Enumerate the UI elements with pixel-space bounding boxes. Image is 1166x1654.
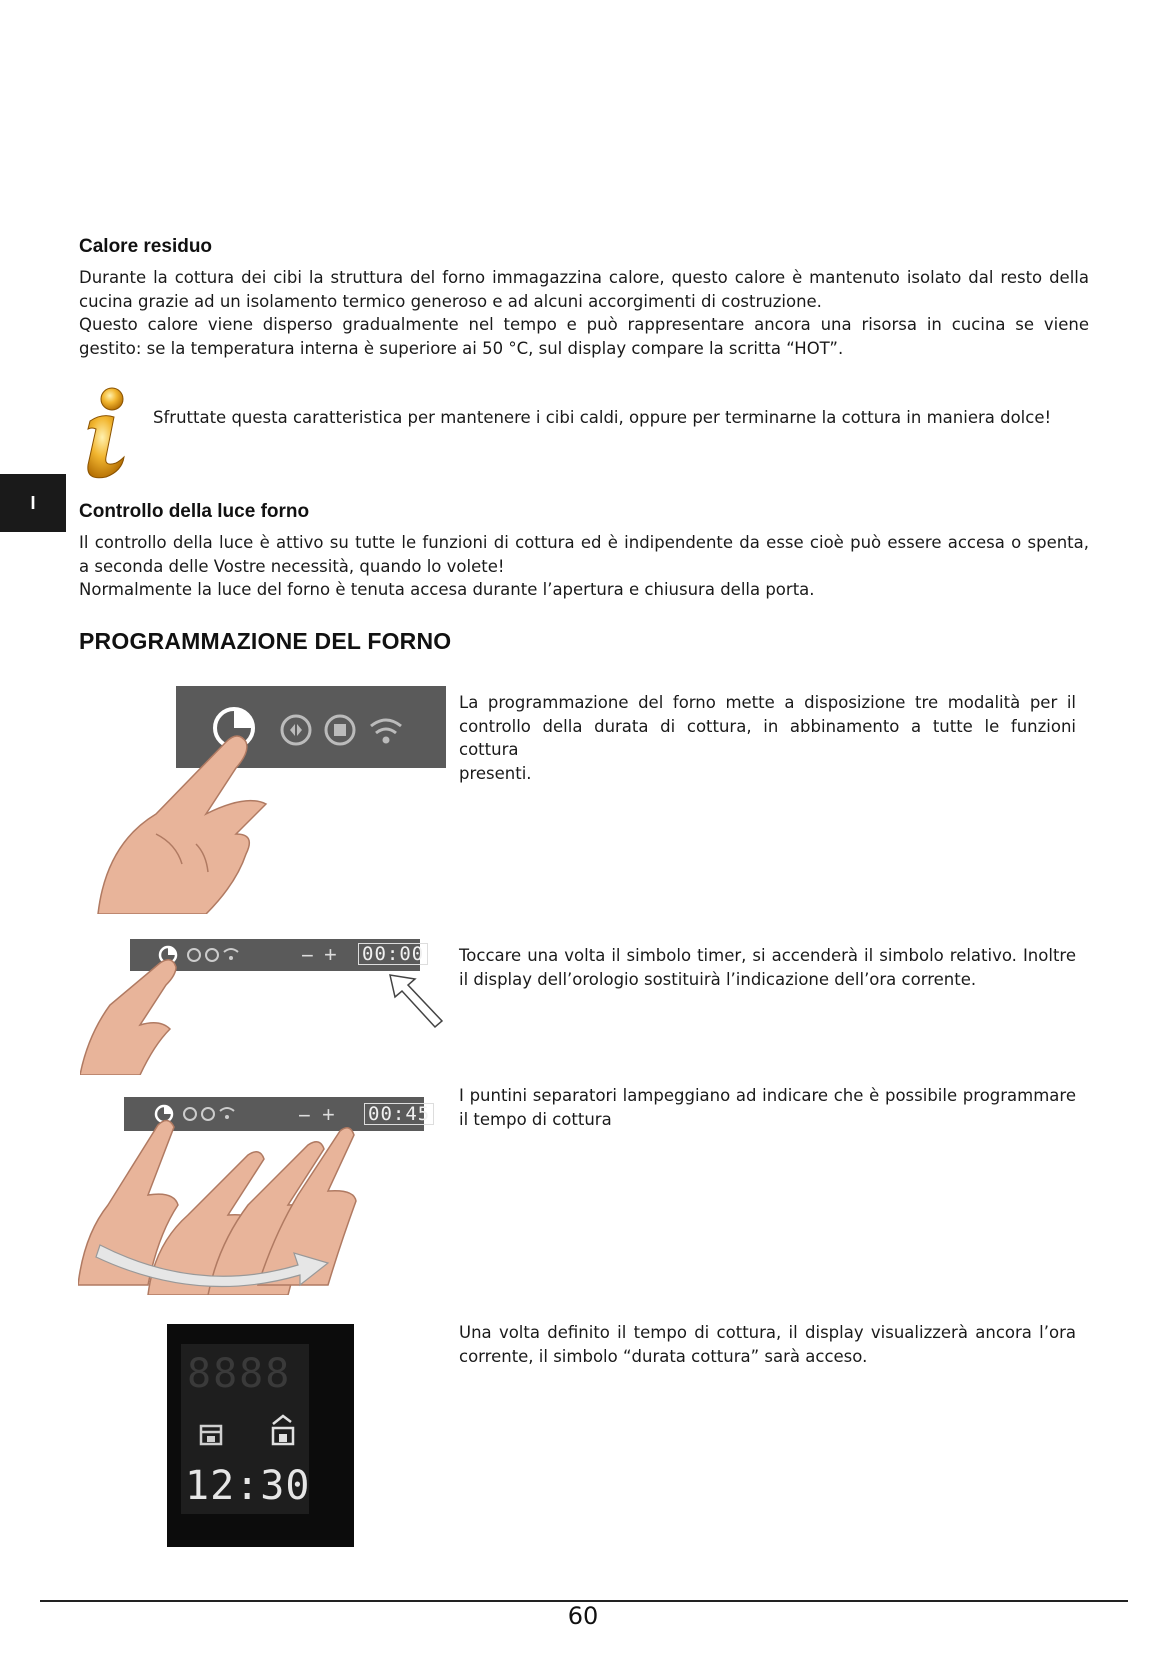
text-line: controllo della durata di cottura, in abbinamento a tutte le funzioni cottura	[459, 716, 1076, 759]
illustration-timer-panel	[96, 684, 448, 914]
lcd-bottom-digits: 12:30	[185, 1463, 311, 1509]
text-line: Normalmente la luce del forno è tenuta accesa durante l’apertura e chiusura della porta.	[79, 580, 815, 599]
section-title-controllo-luce: Controllo della luce forno	[79, 501, 310, 522]
plus-button: +	[324, 942, 337, 967]
minus-button: −	[298, 1103, 311, 1128]
text-line: La programmazione del forno mette a disposizione tre modalità per il	[459, 693, 1076, 712]
text-line: Questo calore viene disperso gradualmente nel tempo e può rappresentare ancora una risorsa in cucina se viene	[79, 315, 1089, 334]
illustration-display-panel-2	[78, 1095, 450, 1295]
display-readout: 00:00	[358, 943, 428, 965]
text-line: gestito: se la temperatura interna è superiore ai 50 °C, sul display compare la scritta “HOT”.	[79, 338, 844, 358]
paragraph-calore-residuo	[79, 266, 1089, 360]
illustration-lcd-display	[167, 1324, 354, 1547]
text-line: I puntini separatori lampeggiano ad indicare che è possibile programmare	[459, 1086, 1076, 1105]
page-number: 60	[567, 1602, 599, 1630]
info-icon	[76, 385, 136, 481]
paragraph-controllo-luce	[79, 531, 1089, 602]
text-line: presenti.	[459, 763, 532, 783]
minus-button: −	[301, 943, 314, 968]
plus-button: +	[322, 1102, 335, 1127]
info-tip-text: Sfruttate questa caratteristica per mantenere i cibi caldi, oppure per terminarne la cottura in maniera dolce!	[153, 408, 1052, 427]
text-line: Toccare una volta il simbolo timer, si accenderà il simbolo relativo. Inoltre	[459, 946, 1076, 965]
text-line: Durante la cottura dei cibi la struttura del forno immagazzina calore, questo calore è mantenuto isolato dal resto della	[79, 268, 1089, 287]
step-1-text	[459, 691, 1076, 785]
section-title-programmazione: PROGRAMMAZIONE DEL FORNO	[79, 628, 452, 654]
illustration-display-panel-1	[80, 935, 450, 1075]
language-tab	[0, 474, 66, 532]
section-title-calore-residuo: Calore residuo	[79, 236, 213, 257]
language-tab-label: I	[30, 492, 36, 513]
lcd-top-digits: 8888	[187, 1351, 292, 1397]
text-line: a seconda delle Vostre necessità, quando lo volete!	[79, 556, 505, 576]
text-line: il display dell’orologio sostituirà l’indicazione dell’ora corrente.	[459, 969, 977, 989]
text-line: cucina grazie ad un isolamento termico generoso e ad alcuni accorgimenti di costruzione.	[79, 291, 822, 311]
step-4-text	[459, 1321, 1076, 1368]
step-2-text	[459, 944, 1076, 991]
text-line: Una volta definito il tempo di cottura, il display visualizzerà ancora l’ora	[459, 1323, 1076, 1342]
step-3-text	[459, 1084, 1076, 1131]
text-line: corrente, il simbolo “durata cottura” sarà acceso.	[459, 1346, 868, 1366]
text-line: il tempo di cottura	[459, 1109, 612, 1129]
display-readout: 00:45	[364, 1103, 434, 1125]
text-line: Il controllo della luce è attivo su tutte le funzioni di cottura ed è indipendente da esse cioè può essere accesa o spenta,	[79, 533, 1089, 552]
